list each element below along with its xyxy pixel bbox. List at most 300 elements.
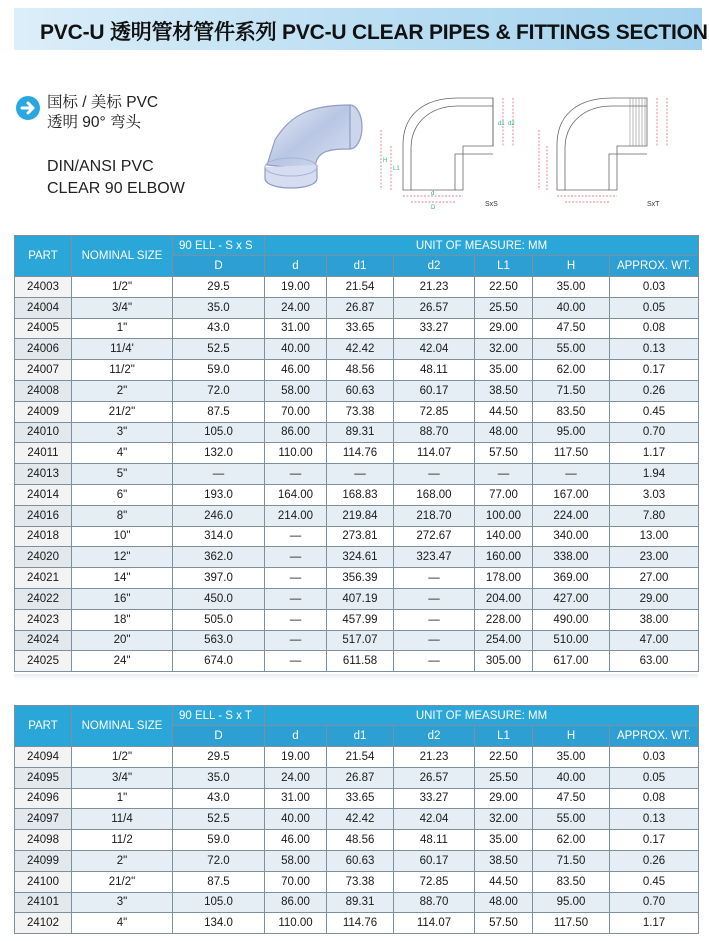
spec-value: 83.50 [533,871,610,892]
nominal-size: 5" [72,464,173,485]
spec-value: 132.0 [173,443,265,464]
spec-value: 7.80 [610,505,699,526]
spec-value: 40.00 [265,339,327,360]
spec-value: 21.23 [394,277,475,298]
part-number: 24020 [15,547,72,568]
spec-value: 29.00 [475,318,533,339]
spec-value: 254.00 [475,630,533,651]
header-col-l1: L1 [475,726,533,747]
spec-value: 55.00 [533,809,610,830]
spec-value: 356.39 [327,568,394,589]
spec-value: 0.45 [610,401,699,422]
spec-value: 44.50 [475,401,533,422]
table-divider [14,674,698,680]
spec-value: 26.87 [327,297,394,318]
header-col-d: d [265,726,327,747]
header-unit: UNIT OF MEASURE: MM [265,236,699,256]
spec-value: 44.50 [475,871,533,892]
table-row [15,547,699,568]
spec-value: — [265,464,327,485]
part-number: 24009 [15,401,72,422]
spec-value: 314.0 [173,526,265,547]
table-row [15,401,699,422]
nominal-size: 14" [72,568,173,589]
spec-value: 35.00 [475,830,533,851]
spec-value: 59.0 [173,830,265,851]
spec-value: 168.00 [394,484,475,505]
nominal-size: 18" [72,609,173,630]
spec-value: 0.26 [610,380,699,401]
spec-value: 450.0 [173,588,265,609]
spec-value: 83.50 [533,401,610,422]
spec-value: 164.00 [265,484,327,505]
spec-value: 31.00 [265,318,327,339]
spec-value: 40.00 [265,809,327,830]
table-row [15,850,699,871]
drawing-label-big-d: D [431,205,436,210]
nominal-size: 24" [72,651,173,672]
spec-value: 48.00 [475,892,533,913]
table-row [15,443,699,464]
spec-value: 63.00 [610,651,699,672]
spec-value: 0.17 [610,830,699,851]
drawing-label-d1: d1 [498,121,505,127]
part-number: 24024 [15,630,72,651]
nominal-size: 1/2" [72,747,173,768]
part-number: 24098 [15,830,72,851]
spec-value: 70.00 [265,871,327,892]
table-row [15,630,699,651]
spec-value: 1.17 [610,913,699,934]
drawing-caption-ss: SxS [485,201,498,208]
spec-value: 26.87 [327,767,394,788]
spec-value: 48.56 [327,830,394,851]
spec-value: 427.00 [533,588,610,609]
nominal-size: 1/2" [72,277,173,298]
spec-value: 219.84 [327,505,394,526]
part-number: 24010 [15,422,72,443]
spec-value: 55.00 [533,339,610,360]
part-number: 24006 [15,339,72,360]
spec-value: 100.00 [475,505,533,526]
spec-value: — [394,630,475,651]
spec-value: 71.50 [533,380,610,401]
spec-value: 35.0 [173,297,265,318]
spec-value: 214.00 [265,505,327,526]
spec-value: 22.50 [475,747,533,768]
table-row [15,871,699,892]
spec-value: 87.5 [173,401,265,422]
drawing-caption-st: SxT [647,201,660,208]
spec-value: 0.17 [610,360,699,381]
spec-value: 35.00 [533,277,610,298]
elbow-drawing-socket-socket [373,90,521,210]
spec-value: 23.00 [610,547,699,568]
spec-value: 33.65 [327,318,394,339]
spec-value: 114.76 [327,443,394,464]
spec-value: 38.50 [475,850,533,871]
header-nominal-size: NOMINAL SIZE [72,236,173,277]
spec-value: 70.00 [265,401,327,422]
spec-value: 60.63 [327,850,394,871]
spec-value: 563.0 [173,630,265,651]
spec-value: 24.00 [265,767,327,788]
spec-value: — [394,464,475,485]
part-number: 24013 [15,464,72,485]
table-row [15,609,699,630]
spec-value: — [265,568,327,589]
part-number: 24008 [15,380,72,401]
header-col-h: H [533,726,610,747]
spec-value: 29.00 [475,788,533,809]
spec-value: 73.38 [327,871,394,892]
spec-value: 510.00 [533,630,610,651]
part-number: 24005 [15,318,72,339]
header-col-d1: d1 [327,256,394,277]
spec-value: 3.03 [610,484,699,505]
spec-value: 21.23 [394,747,475,768]
table-row [15,464,699,485]
spec-value: 62.00 [533,360,610,381]
nominal-size: 6" [72,484,173,505]
spec-table-sxt [14,705,699,934]
header-type: 90 ELL - S x T [173,706,265,726]
table-row [15,505,699,526]
part-number: 24097 [15,809,72,830]
spec-value: — [265,526,327,547]
part-number: 24023 [15,609,72,630]
spec-value: 35.00 [533,747,610,768]
spec-value: — [327,464,394,485]
product-name-en [47,156,185,200]
spec-value: 21.54 [327,747,394,768]
spec-value: 42.42 [327,339,394,360]
spec-value: 60.17 [394,380,475,401]
spec-value: 0.70 [610,422,699,443]
header-col-d2: d2 [394,256,475,277]
spec-value: 224.00 [533,505,610,526]
spec-value: 0.03 [610,277,699,298]
part-number: 24011 [15,443,72,464]
spec-value: — [394,651,475,672]
spec-value: 73.38 [327,401,394,422]
spec-value: 114.76 [327,913,394,934]
nominal-size: 10" [72,526,173,547]
spec-value: 71.50 [533,850,610,871]
spec-value: 87.5 [173,871,265,892]
part-number: 24094 [15,747,72,768]
product-name-cn-line1: 国标 / 美标 PVC [47,94,159,111]
spec-value: 13.00 [610,526,699,547]
spec-value: 362.0 [173,547,265,568]
spec-value: 22.50 [475,277,533,298]
spec-value: 40.00 [533,767,610,788]
part-number: 24096 [15,788,72,809]
spec-value: 58.00 [265,380,327,401]
header-col-l1: L1 [475,256,533,277]
spec-value: 72.0 [173,380,265,401]
spec-value: 105.0 [173,422,265,443]
part-number: 24025 [15,651,72,672]
table-row [15,913,699,934]
spec-value: 0.70 [610,892,699,913]
spec-value: — [394,588,475,609]
table-row [15,809,699,830]
table-row [15,277,699,298]
part-number: 24021 [15,568,72,589]
nominal-size: 2" [72,380,173,401]
header-col-d2: d2 [394,726,475,747]
spec-value: 47.50 [533,788,610,809]
spec-value: 1.94 [610,464,699,485]
spec-value: 272.67 [394,526,475,547]
drawing-label-h: H [383,158,388,164]
header-part: PART [15,236,72,277]
table-row [15,830,699,851]
spec-value: 43.0 [173,318,265,339]
header-col-approx-wt: APPROX. WT. [610,726,699,747]
spec-value: 86.00 [265,422,327,443]
header-type: 90 ELL - S x S [173,236,265,256]
elbow-drawing-socket-thread [535,90,683,210]
spec-value: 517.07 [327,630,394,651]
spec-value: 21.54 [327,277,394,298]
spec-value: 25.50 [475,767,533,788]
table-row [15,339,699,360]
spec-value: 0.03 [610,747,699,768]
spec-table-sxs [14,235,699,672]
part-number: 24095 [15,767,72,788]
spec-value: 35.0 [173,767,265,788]
spec-value: 46.00 [265,360,327,381]
nominal-size: 16" [72,588,173,609]
spec-value: 0.45 [610,871,699,892]
header-col-h: H [533,256,610,277]
spec-value: 134.0 [173,913,265,934]
spec-value: 52.5 [173,339,265,360]
spec-value: 407.19 [327,588,394,609]
header-col-d: D [173,726,265,747]
spec-value: — [173,464,265,485]
nominal-size: 12" [72,547,173,568]
nominal-size: 4" [72,913,173,934]
spec-value: 72.85 [394,401,475,422]
spec-value: 60.17 [394,850,475,871]
table-row [15,422,699,443]
nominal-size: 8" [72,505,173,526]
spec-value: 57.50 [475,443,533,464]
header-col-d: D [173,256,265,277]
part-number: 24003 [15,277,72,298]
nominal-size: 2" [72,850,173,871]
spec-value: 490.00 [533,609,610,630]
spec-value: 31.00 [265,788,327,809]
spec-value: 110.00 [265,913,327,934]
spec-value: 58.00 [265,850,327,871]
spec-value: 57.50 [475,913,533,934]
spec-value: 218.70 [394,505,475,526]
spec-value: 0.05 [610,297,699,318]
spec-value: — [265,588,327,609]
spec-value: 42.04 [394,809,475,830]
part-number: 24007 [15,360,72,381]
spec-value: 42.42 [327,809,394,830]
spec-value: 32.00 [475,809,533,830]
spec-value: 397.0 [173,568,265,589]
spec-value: 59.0 [173,360,265,381]
spec-value: 48.56 [327,360,394,381]
spec-value: 114.07 [394,443,475,464]
spec-value: 324.61 [327,547,394,568]
spec-value: 72.85 [394,871,475,892]
spec-value: 338.00 [533,547,610,568]
spec-value: 27.00 [610,568,699,589]
spec-value: 178.00 [475,568,533,589]
spec-value: 24.00 [265,297,327,318]
spec-value: 77.00 [475,484,533,505]
spec-value: — [265,630,327,651]
spec-value: 89.31 [327,892,394,913]
spec-value: 114.07 [394,913,475,934]
spec-value: 1.17 [610,443,699,464]
spec-value: 25.50 [475,297,533,318]
arrow-right-icon [16,96,40,120]
nominal-size: 3/4" [72,297,173,318]
spec-value: 26.57 [394,297,475,318]
spec-value: 674.0 [173,651,265,672]
spec-value: 369.00 [533,568,610,589]
spec-value: 38.50 [475,380,533,401]
product-name-en-line1: DIN/ANSI PVC [47,158,154,175]
nominal-size: 11/2 [72,830,173,851]
product-name-en-line2: CLEAR 90 ELBOW [47,180,185,197]
nominal-size: 3" [72,892,173,913]
part-number: 24016 [15,505,72,526]
spec-value: 42.04 [394,339,475,360]
spec-value: 193.0 [173,484,265,505]
nominal-size: 11/4 [72,809,173,830]
spec-value: — [265,609,327,630]
nominal-size: 3" [72,422,173,443]
spec-value: 47.00 [610,630,699,651]
nominal-size: 1" [72,788,173,809]
spec-value: 86.00 [265,892,327,913]
nominal-size: 4" [72,443,173,464]
table-row [15,318,699,339]
spec-value: 0.13 [610,339,699,360]
spec-value: 26.57 [394,767,475,788]
table-row [15,297,699,318]
spec-value: 48.00 [475,422,533,443]
spec-value: 33.27 [394,318,475,339]
header-col-approx-wt: APPROX. WT. [610,256,699,277]
spec-value: 117.50 [533,913,610,934]
part-number: 24102 [15,913,72,934]
spec-value: 0.05 [610,767,699,788]
nominal-size: 21/2" [72,401,173,422]
part-number: 24004 [15,297,72,318]
elbow-product-photo [255,95,370,200]
spec-value: 95.00 [533,892,610,913]
spec-value: 88.70 [394,892,475,913]
table-row [15,892,699,913]
spec-value: — [533,464,610,485]
spec-value: 29.5 [173,747,265,768]
part-number: 24018 [15,526,72,547]
spec-value: 52.5 [173,809,265,830]
table-row [15,747,699,768]
table-row [15,651,699,672]
spec-value: 46.00 [265,830,327,851]
spec-value: — [475,464,533,485]
product-name-cn-line2: 透明 90° 弯头 [47,114,142,131]
spec-value: 323.47 [394,547,475,568]
product-name-cn [47,93,158,133]
spec-value: 168.83 [327,484,394,505]
spec-value: 140.00 [475,526,533,547]
part-number: 24100 [15,871,72,892]
header-col-d: d [265,256,327,277]
spec-value: 47.50 [533,318,610,339]
table-row [15,484,699,505]
spec-value: 105.0 [173,892,265,913]
header-nominal-size: NOMINAL SIZE [72,706,173,747]
spec-value: 33.27 [394,788,475,809]
spec-value: 611.58 [327,651,394,672]
spec-value: 167.00 [533,484,610,505]
spec-value: 0.13 [610,809,699,830]
spec-value: 117.50 [533,443,610,464]
spec-value: 246.0 [173,505,265,526]
spec-value: 505.0 [173,609,265,630]
spec-value: — [265,651,327,672]
spec-value: 48.11 [394,360,475,381]
nominal-size: 20" [72,630,173,651]
spec-value: 0.26 [610,850,699,871]
spec-value: — [265,547,327,568]
spec-value: 33.65 [327,788,394,809]
part-number: 24022 [15,588,72,609]
spec-value: 29.00 [610,588,699,609]
table-row [15,588,699,609]
nominal-size: 3/4" [72,767,173,788]
spec-value: 340.00 [533,526,610,547]
spec-value: 110.00 [265,443,327,464]
spec-value: 32.00 [475,339,533,360]
spec-value: 305.00 [475,651,533,672]
nominal-size: 11/4' [72,339,173,360]
header-part: PART [15,706,72,747]
spec-value: 95.00 [533,422,610,443]
spec-value: 160.00 [475,547,533,568]
table-row [15,568,699,589]
part-number: 24099 [15,850,72,871]
spec-value: 0.08 [610,788,699,809]
drawing-label-l1: L1 [393,166,400,172]
spec-value: 40.00 [533,297,610,318]
table-row [15,380,699,401]
spec-value: — [394,609,475,630]
table-row [15,526,699,547]
spec-value: 29.5 [173,277,265,298]
table-row [15,767,699,788]
nominal-size: 21/2" [72,871,173,892]
spec-value: 0.08 [610,318,699,339]
spec-value: 38.00 [610,609,699,630]
nominal-size: 11/2" [72,360,173,381]
drawing-label-d2: d2 [508,121,515,127]
spec-value: 88.70 [394,422,475,443]
